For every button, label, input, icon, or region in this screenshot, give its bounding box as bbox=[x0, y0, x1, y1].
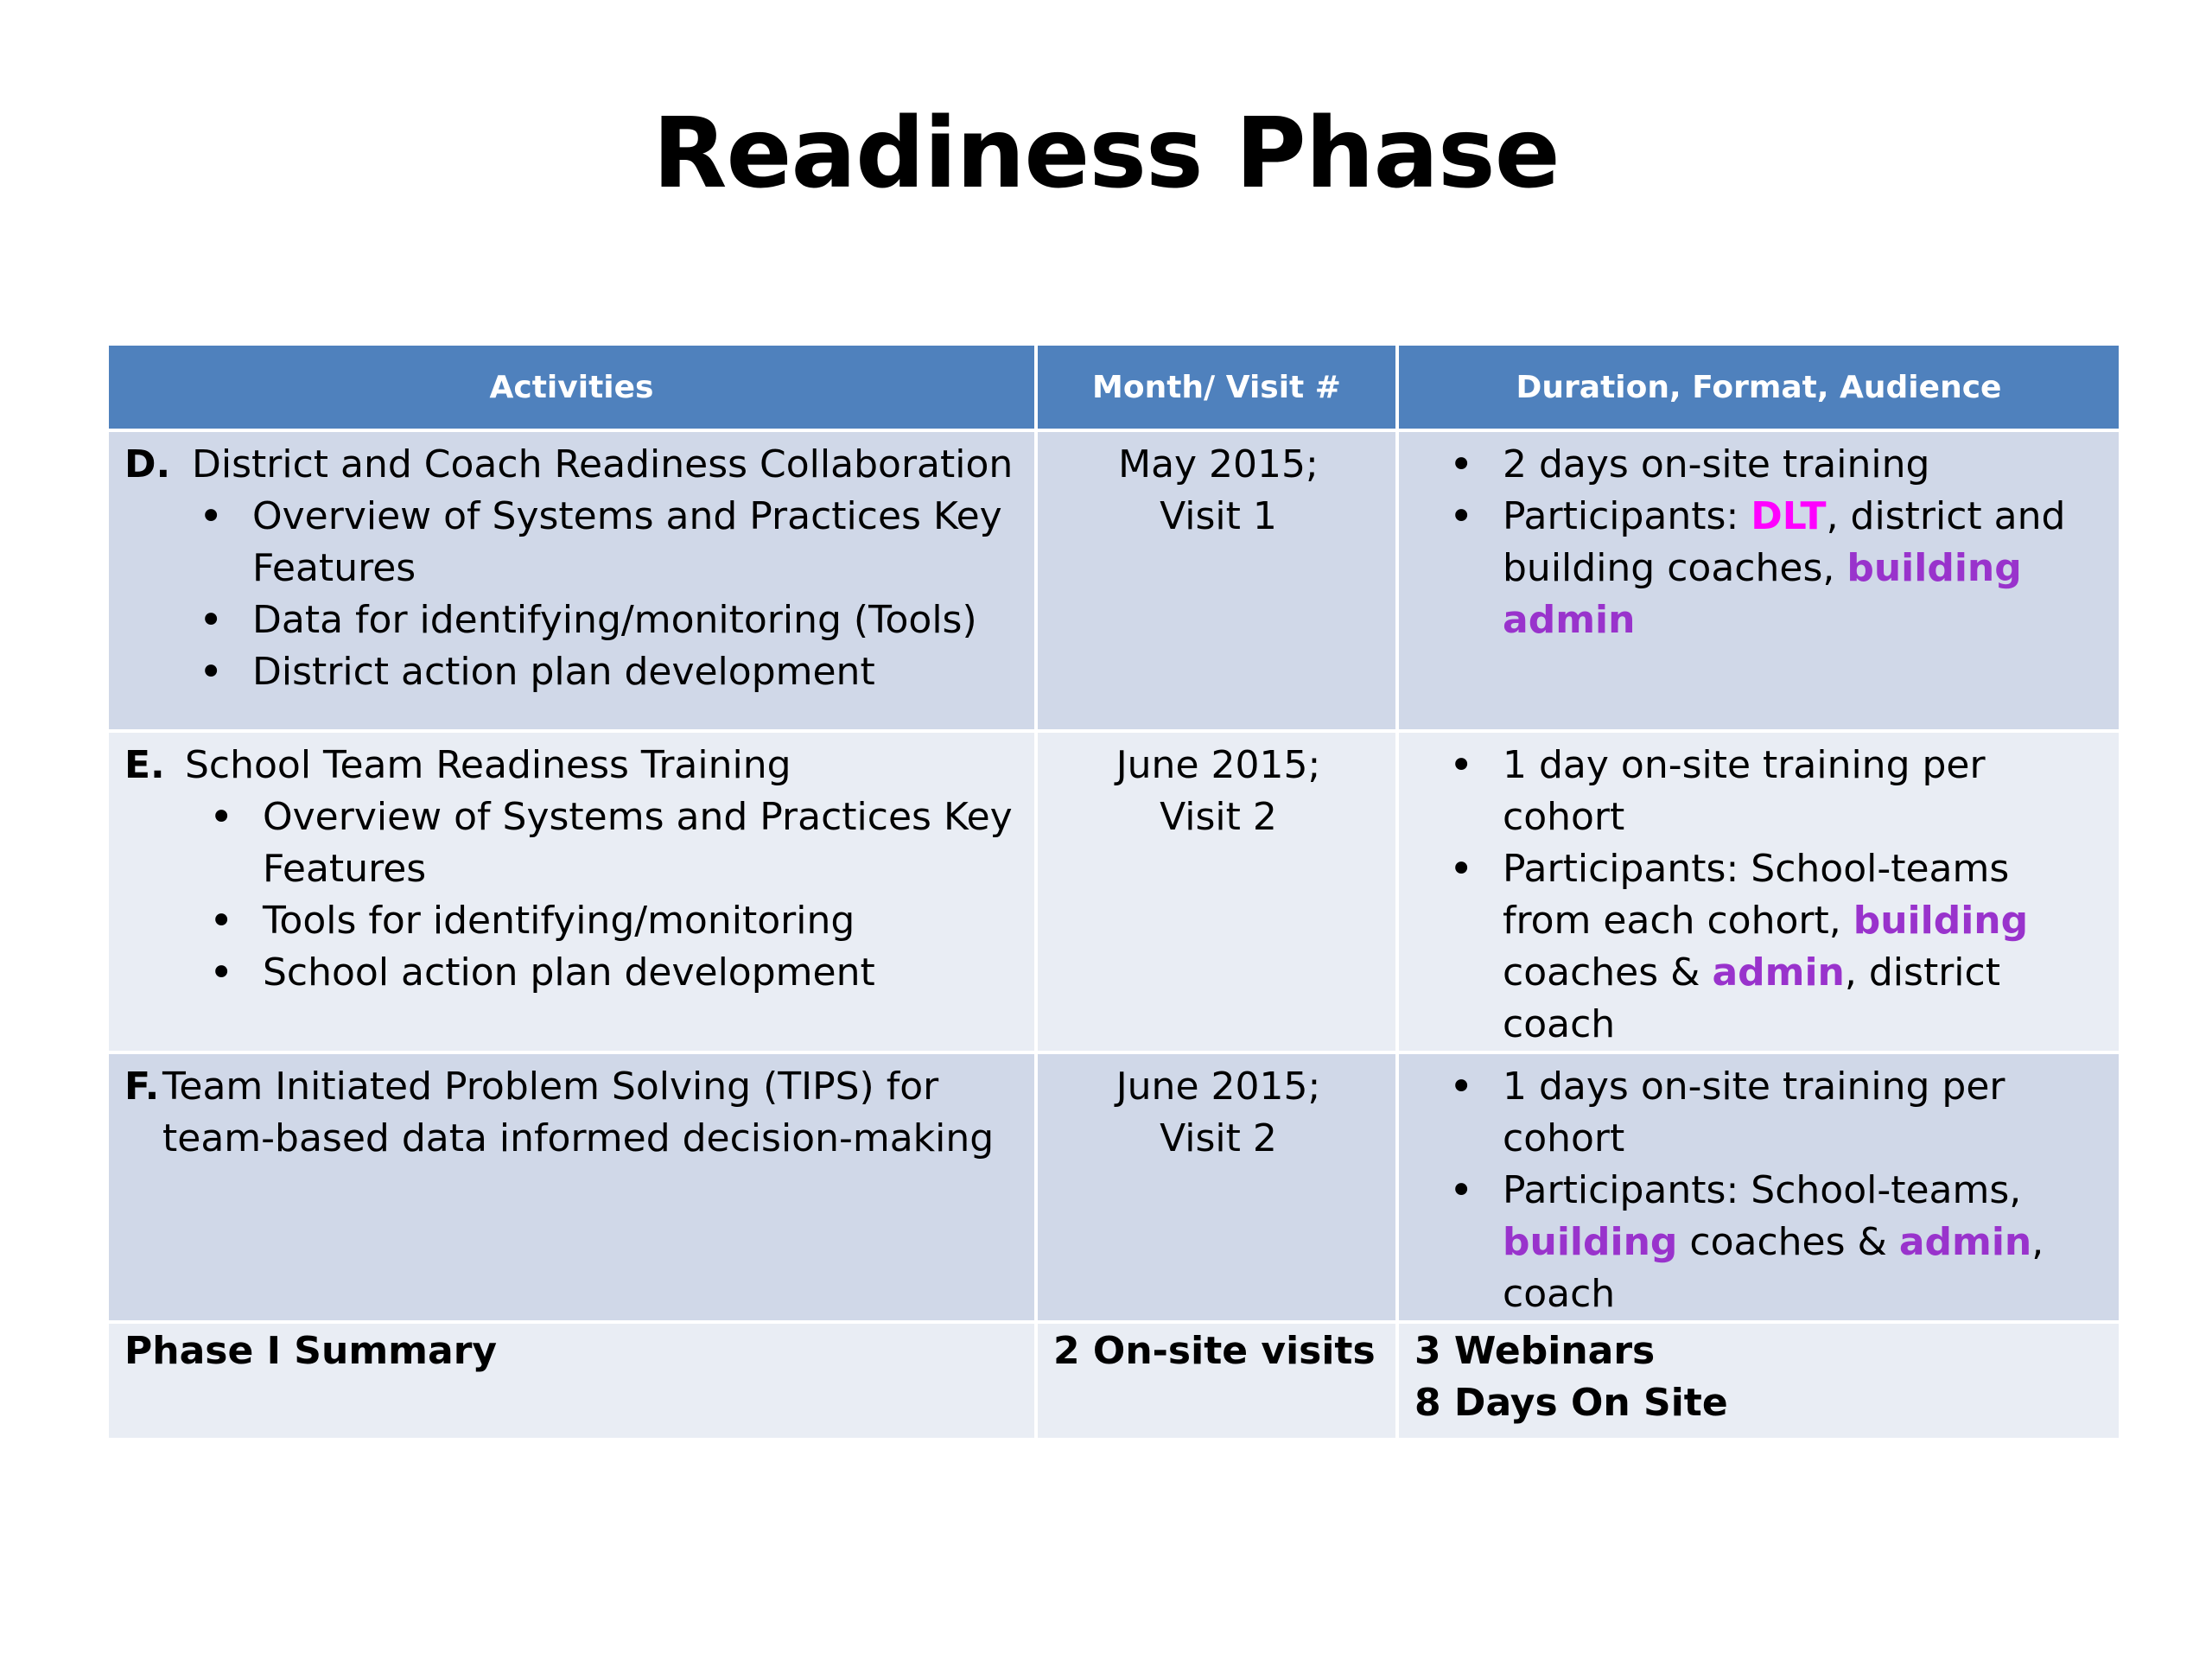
summary-webinars: 3 Webinars bbox=[1414, 1329, 1656, 1373]
duration-cell bbox=[1397, 430, 2120, 731]
month-visit-cell bbox=[1036, 430, 1397, 731]
activity-cell bbox=[107, 430, 1036, 731]
list-item: • 1 days on-site training per cohort bbox=[1503, 1061, 2107, 1165]
list-item: • District action plan development bbox=[252, 646, 1022, 698]
activity-bullet-list bbox=[124, 491, 1022, 698]
slide-title: Readiness Phase bbox=[652, 98, 1560, 210]
list-item: • Tools for identifying/monitoring bbox=[263, 895, 1022, 947]
highlight-admin: admin bbox=[1898, 1220, 2032, 1264]
activity-bullet-list bbox=[124, 791, 1022, 999]
activity-letter: E. bbox=[124, 743, 165, 787]
table-header-row bbox=[107, 344, 2120, 430]
list-item: • 2 days on-site training bbox=[1503, 439, 2107, 491]
activity-heading bbox=[124, 439, 1022, 491]
list-item: • 1 day on-site training per cohort bbox=[1503, 740, 2107, 843]
highlight-building: building bbox=[1503, 1220, 1678, 1264]
visit-text: Visit 2 bbox=[1160, 1116, 1277, 1160]
duration-bullet-list bbox=[1414, 1061, 2107, 1320]
activity-heading bbox=[124, 1061, 1022, 1165]
month-text: May 2015; bbox=[1118, 442, 1319, 486]
duration-bullet-list bbox=[1414, 740, 2107, 1051]
table-row bbox=[107, 731, 2120, 1052]
participants-text: coaches & bbox=[1503, 950, 1713, 995]
highlight-building-admin: building admin bbox=[1503, 546, 2022, 642]
month-visit-cell bbox=[1036, 731, 1397, 1052]
highlight-building: building bbox=[1853, 899, 2029, 943]
table-row bbox=[107, 430, 2120, 731]
duration-cell bbox=[1397, 731, 2120, 1052]
readiness-schedule-table bbox=[105, 342, 2122, 1441]
activity-letter: F. bbox=[124, 1065, 160, 1109]
participants-text: , district coach bbox=[1503, 950, 2000, 1046]
highlight-admin: admin bbox=[1712, 950, 1845, 995]
participants-text: Participants: bbox=[1503, 494, 1751, 538]
list-item bbox=[1503, 491, 2107, 646]
list-item: • Overview of Systems and Practices Key Features bbox=[252, 491, 1022, 594]
table-row bbox=[107, 1052, 2120, 1322]
month-text: June 2015; bbox=[1116, 1065, 1321, 1109]
duration-bullet-list bbox=[1414, 439, 2107, 646]
month-text: June 2015; bbox=[1116, 743, 1321, 787]
visit-text: Visit 2 bbox=[1160, 795, 1277, 839]
list-item bbox=[1503, 843, 2107, 1051]
summary-label: Phase I Summary bbox=[107, 1322, 1036, 1440]
header-month-visit: Month/ Visit # bbox=[1036, 344, 1397, 430]
participants-text: Participants: School-teams, bbox=[1503, 1168, 2022, 1212]
activity-title: Team Initiated Problem Solving (TIPS) for team-based data informed decision-making bbox=[162, 1065, 995, 1160]
activity-title: District and Coach Readiness Collaboration bbox=[192, 442, 1014, 486]
header-activities: Activities bbox=[107, 344, 1036, 430]
activity-title: School Team Readiness Training bbox=[185, 743, 791, 787]
list-item: • School action plan development bbox=[263, 947, 1022, 999]
summary-row bbox=[107, 1322, 2120, 1440]
summary-totals bbox=[1397, 1322, 2120, 1440]
list-item: • Overview of Systems and Practices Key Features bbox=[263, 791, 1022, 895]
activity-cell bbox=[107, 731, 1036, 1052]
month-visit-cell bbox=[1036, 1052, 1397, 1322]
highlight-dlt: DLT bbox=[1751, 494, 1827, 538]
activity-letter: D. bbox=[124, 442, 171, 486]
activity-heading bbox=[124, 740, 1022, 791]
visit-text: Visit 1 bbox=[1160, 494, 1277, 538]
summary-days-on-site: 8 Days On Site bbox=[1414, 1381, 1728, 1425]
header-duration-format-audience: Duration, Format, Audience bbox=[1397, 344, 2120, 430]
participants-text: , coach bbox=[1503, 1220, 2044, 1316]
participants-text: Participants: School-teams from each cohort, bbox=[1503, 847, 2010, 943]
list-item: • Data for identifying/monitoring (Tools) bbox=[252, 594, 1022, 646]
activity-cell bbox=[107, 1052, 1036, 1322]
duration-cell bbox=[1397, 1052, 2120, 1322]
summary-visits: 2 On-site visits bbox=[1036, 1322, 1397, 1440]
participants-text: , district and building coaches, bbox=[1503, 494, 2066, 590]
list-item bbox=[1503, 1165, 2107, 1320]
participants-text: coaches & bbox=[1677, 1220, 1899, 1264]
